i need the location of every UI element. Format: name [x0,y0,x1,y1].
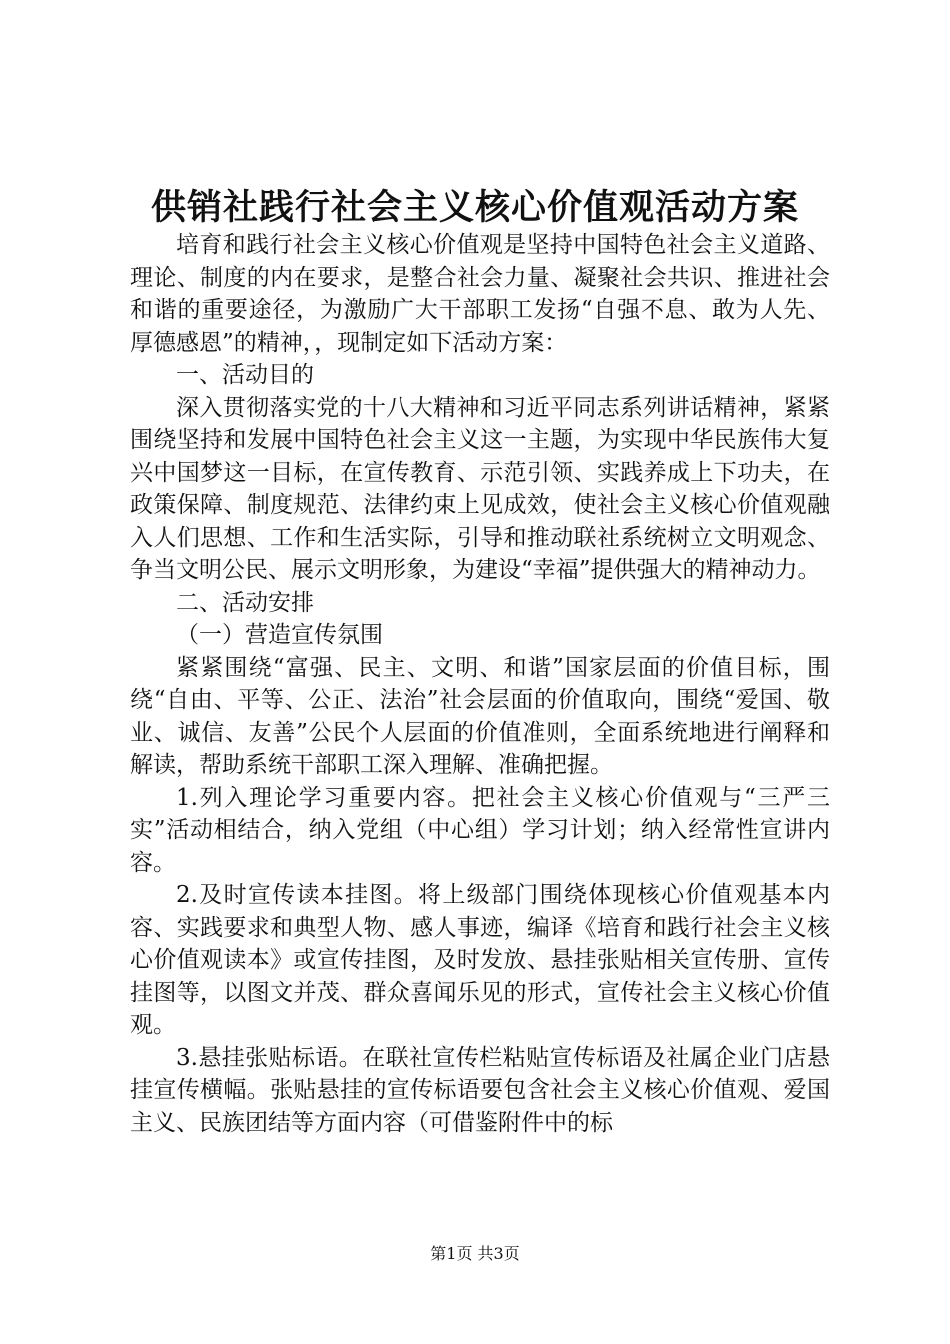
body-paragraph: 深入贯彻落实党的十八大精神和习近平同志系列讲话精神，紧紧围绕坚持和发展中国特色社会主义这一主题，为实现中华民族伟大复兴中国梦这一目标，在宣传教育、示范引领、实践养成上下功夫，在政策保障、制度规范、法律约束上见成效，使社会主义核心价值观融入人们思想、工作和生活实际，引导和推动联社系统树立文明观念、争当文明公民、展示文明形象，为建设“幸福”提供强大的精神动力。 [130,394,830,583]
document-body [130,229,830,1139]
section-heading: 二、活动安排 [176,589,314,616]
list-item-paragraph: 2.及时宣传读本挂图。将上级部门围绕体现核心价值观基本内容、实践要求和典型人物、感人事迹，编译《培育和践行社会主义核心价值观读本》或宣传挂图，及时发放、悬挂张贴相关宣传册、宣传挂图等，以图文并茂、群众喜闻乐见的形式，宣传社会主义核心价值观。 [130,882,830,1038]
page-number-footer: 第1页 共3页 [430,1244,520,1263]
document-title: 供销社践行社会主义核心价值观活动方案 [150,187,799,228]
subsection-heading: （一）营造宣传氛围 [176,622,383,648]
intro-paragraph: 培育和践行社会主义核心价值观是坚持中国特色社会主义道路、理论、制度的内在要求，是整合社会力量、凝聚社会共识、推进社会和谐的重要途径，为激励广大干部职工发扬“自强不息、敢为人先、厚德感恩”的精神，，现制定如下活动方案： [130,232,830,356]
section-heading: 一、活动目的 [176,362,314,388]
list-item-paragraph: 1.列入理论学习重要内容。把社会主义核心价值观与“三严三实”活动相结合，纳入党组（中心组）学习计划；纳入经常性宣讲内容。 [130,784,830,876]
body-paragraph: 紧紧围绕“富强、民主、文明、和谐”国家层面的价值目标，围绕“自由、平等、公正、法治”社会层面的价值取向，围绕“爱国、敬业、诚信、友善”公民个人层面的价值准则，全面系统地进行阐释和解读，帮助系统干部职工深入理解、准确把握。 [130,654,830,778]
list-item-paragraph: 3.悬挂张贴标语。在联社宣传栏粘贴宣传标语及社属企业门店悬挂宣传横幅。张贴悬挂的宣传标语要包含社会主义核心价值观、爱国主义、民族团结等方面内容（可借鉴附件中的标 [130,1044,830,1136]
